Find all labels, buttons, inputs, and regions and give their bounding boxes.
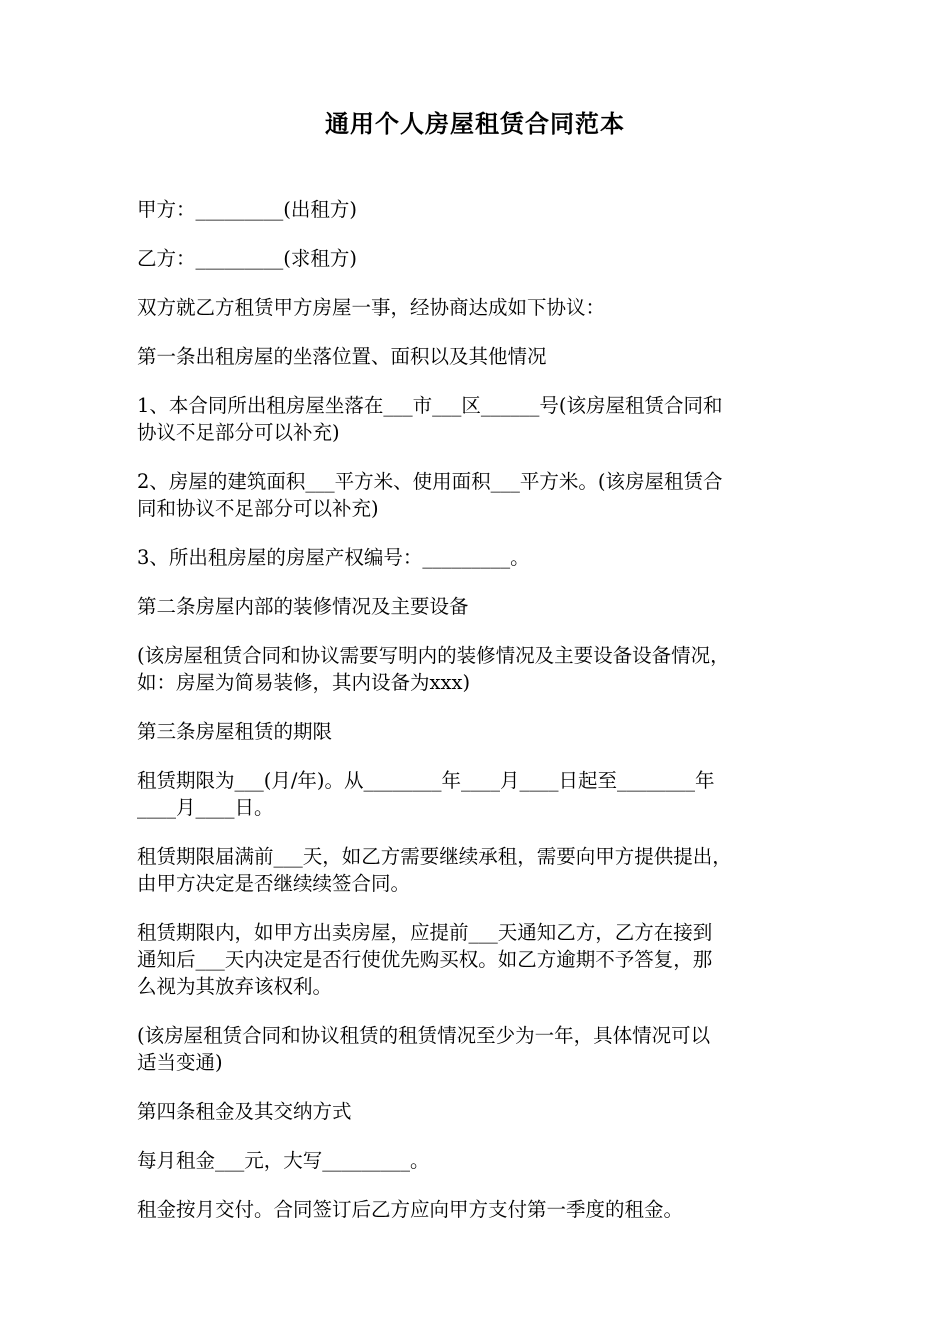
article-2-note: (该房屋租赁合同和协议需要写明内的装修情况及主要设备设备情况， 如：房屋为简易装修，其内设备为xxx) <box>137 644 730 694</box>
article-1-item-1: 1、本合同所出租房屋坐落在___市___区______号(该房屋租赁合同和 协议不足部分可以补充) <box>137 394 723 444</box>
document-body <box>137 196 821 1245</box>
article-1-item-3: 3、所出租房屋的房屋产权编号：_________。 <box>137 546 530 569</box>
monthly-rent: 每月租金___元，大写_________。 <box>137 1149 430 1172</box>
lease-term: 租赁期限为___(月/年)。从________年____月____日起至________年 ____月____日。 <box>137 769 715 819</box>
rent-payment: 租金按月交付。合同签订后乙方应向甲方支付第一季度的租金。 <box>137 1198 684 1221</box>
article-1-item-2: 2、房屋的建筑面积___平方米、使用面积___平方米。(该房屋租赁合 同和协议不足部分可以补充) <box>137 470 723 520</box>
article-3-heading: 第三条房屋租赁的期限 <box>137 720 333 743</box>
agreement-intro: 双方就乙方租赁甲方房屋一事，经协商达成如下协议： <box>137 296 606 319</box>
lease-renewal: 租赁期限届满前___天，如乙方需要继续承租，需要向甲方提供提出， 由甲方决定是否继续续签合同。 <box>137 845 732 895</box>
lease-sale-priority: 租赁期限内，如甲方出卖房屋，应提前___天通知乙方，乙方在接到 通知后___天内决定是否行使优先购买权。如乙方逾期不予答复，那 么视为其放弃该权利。 <box>137 921 713 998</box>
article-3-note: (该房屋租赁合同和协议租赁的租赁情况至少为一年，具体情况可以 适当变通) <box>137 1024 711 1074</box>
article-4-heading: 第四条租金及其交纳方式 <box>137 1100 352 1123</box>
party-a-line: 甲方：_________(出租方) <box>137 198 357 221</box>
article-1-heading: 第一条出租房屋的坐落位置、面积以及其他情况 <box>137 345 547 368</box>
article-2-heading: 第二条房屋内部的装修情况及主要设备 <box>137 595 469 618</box>
party-b-line: 乙方：_________(求租方) <box>137 247 357 270</box>
document-title: 通用个人房屋租赁合同范本 <box>325 109 625 138</box>
